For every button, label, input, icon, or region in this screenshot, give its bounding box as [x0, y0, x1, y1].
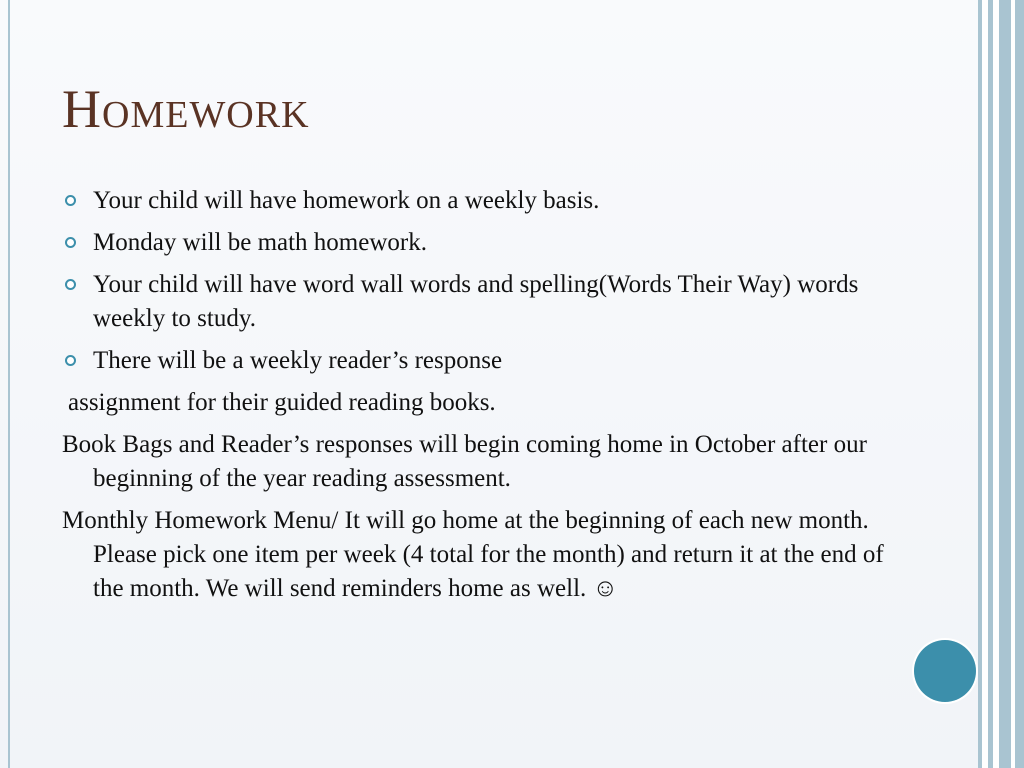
bullet-text: Monday will be math homework.: [93, 229, 427, 256]
decorative-circle: [914, 640, 976, 702]
slide-title: Homework: [62, 79, 310, 139]
left-border-line: [8, 0, 10, 768]
decorative-stripe: [1015, 0, 1024, 768]
bullet-item: [62, 344, 892, 378]
bullet-icon: [65, 355, 76, 366]
bullet-text: Your child will have homework on a weekly basis.: [93, 187, 600, 214]
bullet-icon: [65, 279, 76, 290]
bullet-icon: [65, 195, 76, 206]
book-bags-paragraph: Book Bags and Reader’s responses will begin coming home in October after our beginning of the year reading assessment.: [62, 431, 867, 492]
bullet-text: Your child will have word wall words and spelling(Words Their Way) words weekly to study.: [93, 271, 859, 332]
bullet-item: [62, 226, 892, 260]
bullet-text: There will be a weekly reader’s response: [93, 347, 503, 374]
bullet-item: [62, 184, 892, 218]
decorative-stripe: [999, 0, 1011, 768]
continuation-line: assignment for their guided reading books.: [68, 389, 496, 416]
homework-menu-paragraph: Monthly Homework Menu/ It will go home at the beginning of each new month. Please pick one item per week (4 total for the month) and return it at the end of the month. We will send reminders home as well. ☺: [62, 507, 884, 602]
bullet-icon: [65, 237, 76, 248]
slide-body: [62, 184, 892, 614]
bullet-item: [62, 268, 892, 336]
